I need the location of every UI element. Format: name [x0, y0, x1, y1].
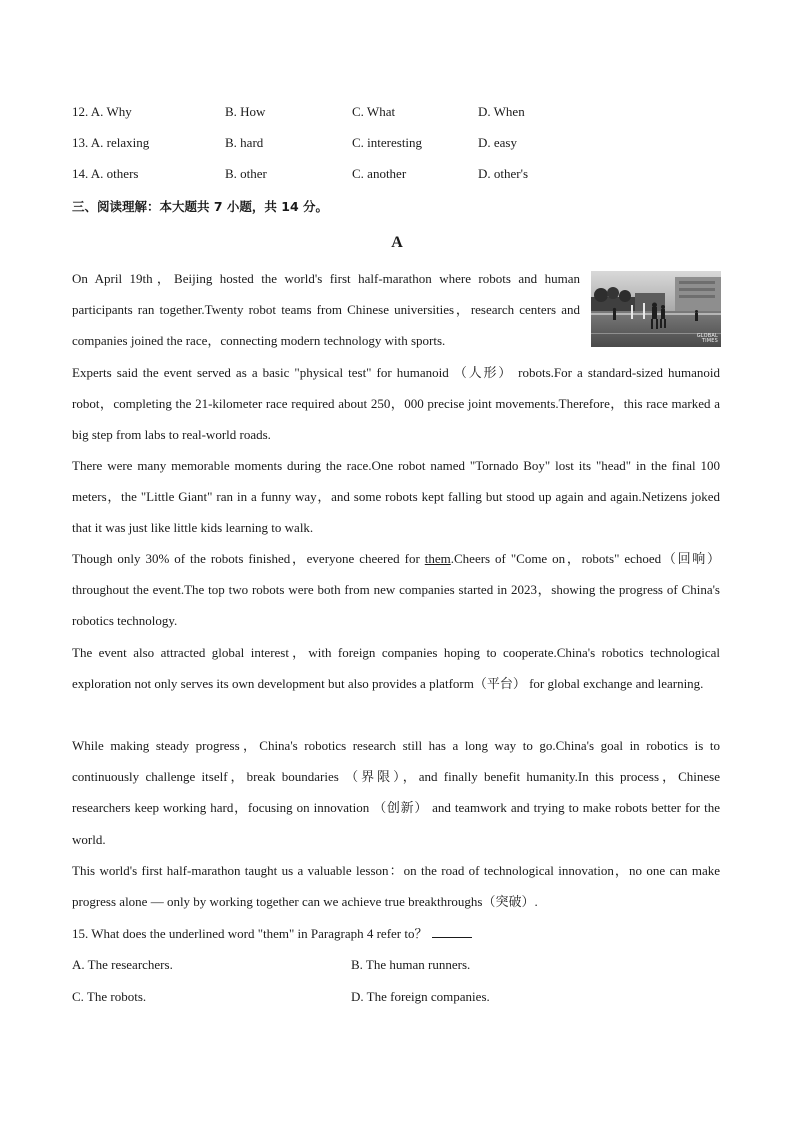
- paragraph-5: The event also attracted global interest，with foreign companies hoping to cooperate.China's robotics technological exploration not only serves its own development but also provides a platform（平台） for global exchange and learning.: [72, 645, 720, 692]
- q14-option-a: 14. A. others: [72, 166, 139, 181]
- paragraph-7: This world's first half-marathon taught us a valuable lesson：on the road of technological innovation，no one can make progress alone — only by working together can we achieve true breakthroughs（突破）.: [72, 863, 720, 910]
- q15-option-d[interactable]: D. The foreign companies.: [351, 989, 490, 1004]
- q12-option-c: C. What: [352, 104, 396, 119]
- paragraph-4-part-2: .Cheers of "Come on，robots" echoed（回响） throughout the event.The top two robots were both from new companies started in 2023，showing the progress of China's robotics technology.: [72, 551, 721, 629]
- paragraph-1: On April 19th，Beijing hosted the world's first half-marathon where robots and human participants ran together.Twenty robot teams from Chinese universities，research centers and companies joined the race，connecting modern technology with sports.: [72, 271, 580, 349]
- passage-title: A: [391, 234, 403, 251]
- q12-option-a: 12. A. Why: [72, 104, 132, 119]
- q15-option-c[interactable]: C. The robots.: [72, 989, 147, 1004]
- q13-option-b: B. hard: [225, 135, 264, 150]
- question-12-options: [72, 102, 732, 122]
- q12-option-d: D. When: [478, 104, 525, 119]
- q15-option-a[interactable]: A. The researchers.: [72, 957, 173, 972]
- question-15-text: 15. What does the underlined word "them" in Paragraph 4 refer to？: [72, 926, 428, 941]
- q12-option-b: B. How: [225, 104, 266, 119]
- q14-option-b: B. other: [225, 166, 267, 181]
- section-heading: 三、阅读理解：本大题共 7 小题，共 14 分。: [72, 199, 329, 214]
- q15-option-b[interactable]: B. The human runners.: [351, 957, 471, 972]
- question-14-options: [72, 164, 732, 184]
- question-13-options: [72, 133, 732, 153]
- robot-race-photo: [591, 271, 721, 347]
- underlined-word-them: them: [424, 551, 451, 566]
- paragraph-3: There were many memorable moments during the race.One robot named "Tornado Boy" lost its "head" in the final 100 meters，the "Little Giant" ran in a funny way，and some robots kept falling but stood up again and again.Netizens joked that it was just like little kids learning to walk.: [72, 458, 720, 536]
- q13-option-d: D. easy: [478, 135, 517, 150]
- q14-option-d: D. other's: [478, 166, 529, 181]
- q14-option-c: C. another: [352, 166, 407, 181]
- paragraph-4-part-1: Though only 30% of the robots finished，everyone cheered for: [72, 551, 425, 566]
- q13-option-a: 13. A. relaxing: [72, 135, 150, 150]
- photo-watermark-logo: GLOBAL TIMES: [696, 333, 718, 344]
- paragraph-2: Experts said the event served as a basic "physical test" for humanoid （人形） robots.For a standard-sized humanoid robot，completing the 21-kilometer race required about 250，000 precise joint movements.Therefore，this race marked a big step from labs to real-world roads.: [72, 365, 720, 443]
- paragraph-6: While making steady progress，China's robotics research still has a long way to go.China's goal in robotics is to continuously challenge itself，break boundaries （界限），and finally benefit humanity.In this process，Chinese researchers keep working hard，focusing on innovation （创新） and teamwork and trying to make robots better for the world.: [72, 738, 720, 847]
- answer-blank[interactable]: [432, 925, 472, 938]
- q13-option-c: C. interesting: [352, 135, 423, 150]
- question-15-stem: [72, 924, 472, 944]
- paragraph-4: [72, 543, 720, 637]
